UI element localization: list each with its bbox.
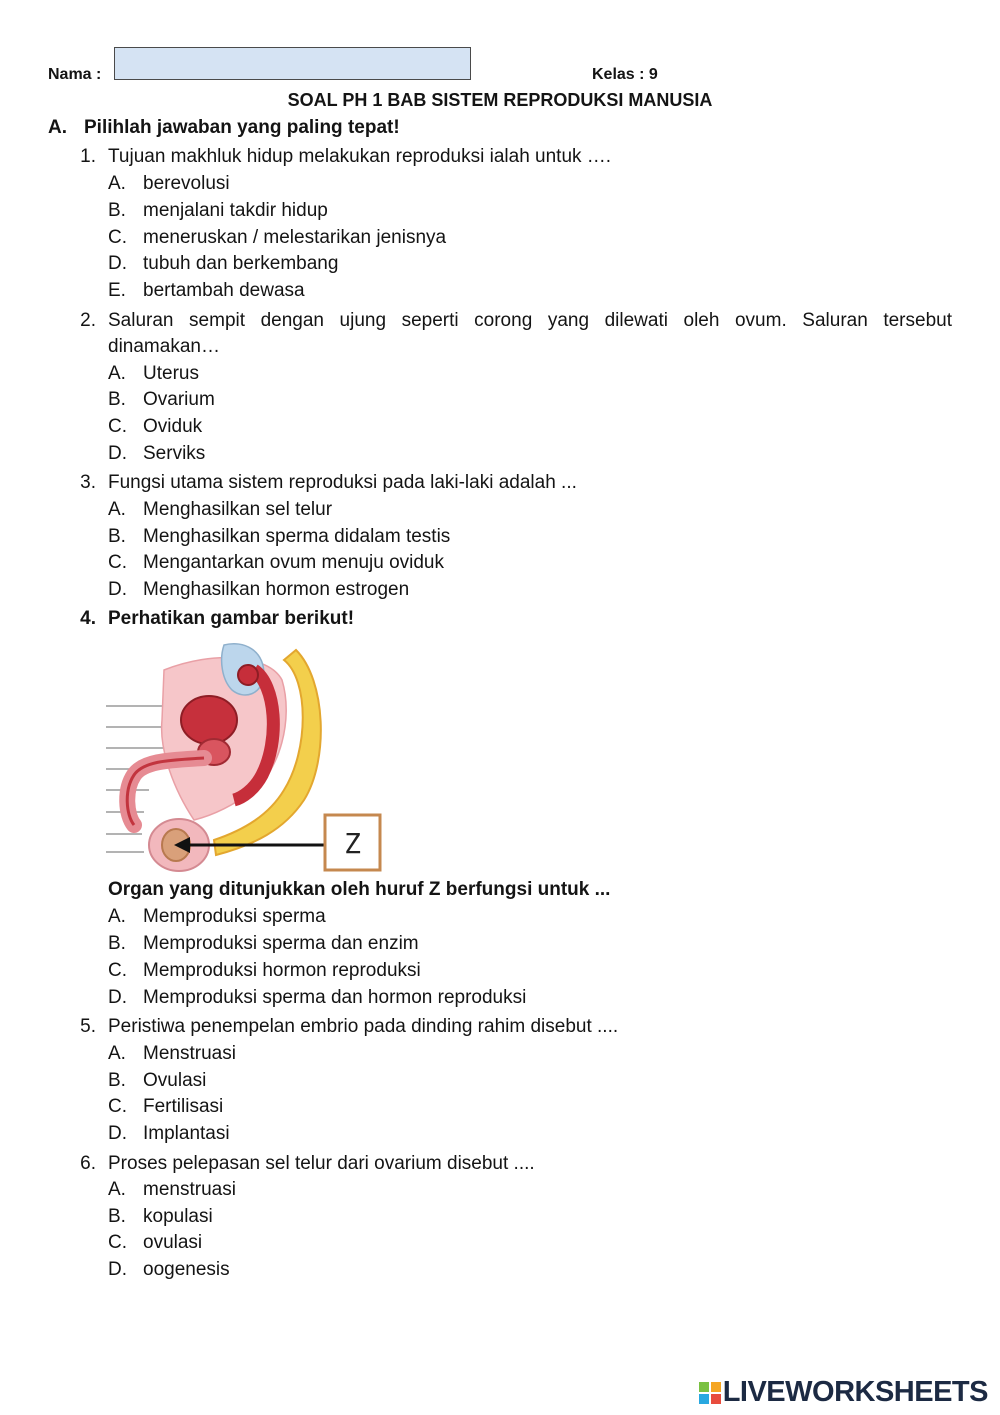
liveworksheets-logo-icon xyxy=(699,1382,721,1404)
option-letter: C. xyxy=(108,960,127,981)
option-text[interactable]: Memproduksi hormon reproduksi xyxy=(143,960,421,981)
name-input[interactable] xyxy=(114,47,471,80)
option-text[interactable]: Menstruasi xyxy=(143,1043,236,1064)
question-number: 1. xyxy=(80,146,96,167)
option-text[interactable]: Menghasilkan hormon estrogen xyxy=(143,579,410,600)
option-letter: A. xyxy=(108,906,126,927)
option-text[interactable]: bertambah dewasa xyxy=(143,280,305,301)
option-text[interactable]: Memproduksi sperma xyxy=(143,906,326,927)
option-letter: B. xyxy=(108,933,126,954)
option-letter: A. xyxy=(108,363,126,384)
option-letter: B. xyxy=(108,389,126,410)
class-label: Kelas : 9 xyxy=(592,66,658,83)
option-letter: D. xyxy=(108,443,127,464)
option-text[interactable]: Memproduksi sperma dan enzim xyxy=(143,933,419,954)
question-text: Tujuan makhluk hidup melakukan reproduksi ialah untuk …. xyxy=(108,146,612,167)
option-letter: A. xyxy=(108,1043,126,1064)
option-letter: D. xyxy=(108,253,127,274)
question-number: 6. xyxy=(80,1153,96,1174)
option-text[interactable]: Serviks xyxy=(143,443,206,464)
option-text[interactable]: ovulasi xyxy=(143,1232,203,1253)
question-text-line-1: Saluran sempit dengan ujung seperti corong yang dilewati oleh ovum. Saluran tersebut xyxy=(108,310,952,331)
option-letter: D. xyxy=(108,1259,127,1280)
option-text[interactable]: Ovulasi xyxy=(143,1070,207,1091)
question-number: 5. xyxy=(80,1016,96,1037)
option-text[interactable]: Menghasilkan sel telur xyxy=(143,499,333,520)
option-text[interactable]: oogenesis xyxy=(143,1259,230,1280)
option-letter: B. xyxy=(108,526,126,547)
question-number: 3. xyxy=(80,472,96,493)
option-text[interactable]: Oviduk xyxy=(143,416,203,437)
option-letter: A. xyxy=(108,1179,126,1200)
question-number: 2. xyxy=(80,310,96,331)
option-text[interactable]: menstruasi xyxy=(143,1179,236,1200)
section-heading xyxy=(48,117,400,139)
question-text-line-2: dinamakan… xyxy=(108,336,220,357)
option-letter: D. xyxy=(108,579,127,600)
option-text[interactable]: kopulasi xyxy=(143,1206,213,1227)
option-text[interactable]: Fertilisasi xyxy=(143,1096,224,1117)
question-prompt: Organ yang ditunjukkan oleh huruf Z berfungsi untuk ... xyxy=(108,879,611,900)
question-text: Proses pelepasan sel telur dari ovarium disebut .... xyxy=(108,1153,535,1174)
question-text: Peristiwa penempelan embrio pada dinding rahim disebut .... xyxy=(108,1016,619,1037)
option-letter: B. xyxy=(108,1070,126,1091)
question-number: 4. xyxy=(80,608,96,629)
option-letter: C. xyxy=(108,1232,127,1253)
option-text[interactable]: meneruskan / melestarikan jenisnya xyxy=(143,227,447,248)
option-letter: E. xyxy=(108,280,126,301)
option-text[interactable]: berevolusi xyxy=(143,173,230,194)
option-letter: D. xyxy=(108,987,127,1008)
question-text: Perhatikan gambar berikut! xyxy=(108,608,355,629)
option-text[interactable]: menjalani takdir hidup xyxy=(143,200,328,221)
page-title: SOAL PH 1 BAB SISTEM REPRODUKSI MANUSIA xyxy=(287,90,713,110)
question-text: Fungsi utama sistem reproduksi pada laki-laki adalah ... xyxy=(108,472,577,493)
option-letter: A. xyxy=(108,499,126,520)
option-letter: C. xyxy=(108,227,127,248)
option-letter: C. xyxy=(108,552,127,573)
option-text[interactable]: Implantasi xyxy=(143,1123,230,1144)
section-letter: A. xyxy=(48,117,67,138)
option-text[interactable]: Memproduksi sperma dan hormon reproduksi xyxy=(143,987,527,1008)
option-letter: C. xyxy=(108,416,127,437)
name-label: Nama : xyxy=(48,66,102,83)
option-letter: D. xyxy=(108,1123,127,1144)
option-text[interactable]: Ovarium xyxy=(143,389,215,410)
option-letter: B. xyxy=(108,200,126,221)
brand-name: LIVEWORKSHEETS xyxy=(722,1376,988,1408)
section-instruction: Pilihlah jawaban yang paling tepat! xyxy=(84,117,400,138)
footer-brand[interactable] xyxy=(699,1376,988,1409)
reproductive-system-figure xyxy=(104,640,394,878)
option-letter: B. xyxy=(108,1206,126,1227)
option-text[interactable]: Menghasilkan sperma didalam testis xyxy=(143,526,451,547)
option-letter: A. xyxy=(108,173,126,194)
option-letter: C. xyxy=(108,1096,127,1117)
option-text[interactable]: Mengantarkan ovum menuju oviduk xyxy=(143,552,445,573)
figure-label-z: Z xyxy=(344,827,361,860)
option-text[interactable]: Uterus xyxy=(143,363,199,384)
option-text[interactable]: tubuh dan berkembang xyxy=(143,253,339,274)
